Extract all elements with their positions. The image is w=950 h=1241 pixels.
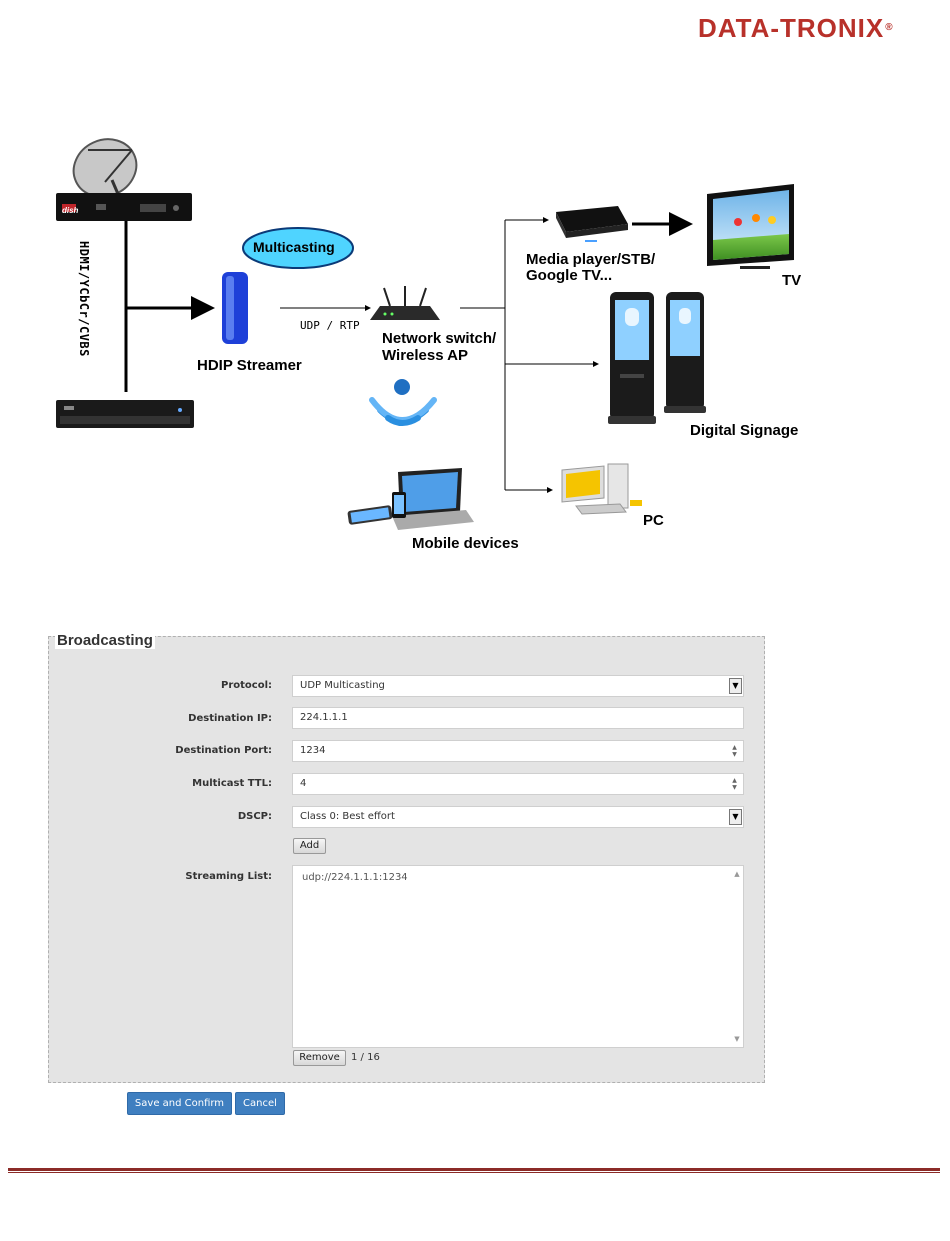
dscp-value: Class 0: Best effort — [300, 811, 395, 822]
mobile-label: Mobile devices — [412, 535, 519, 552]
bluray-player-icon — [56, 400, 194, 428]
ttl-input[interactable] — [292, 773, 744, 795]
protocol-label: Protocol: — [220, 680, 272, 691]
dest-ip-input[interactable]: 224.1.1.1 — [292, 707, 744, 729]
ttl-value: 4 — [300, 778, 307, 789]
dest-port-input[interactable] — [292, 740, 744, 762]
pc-label: PC — [643, 512, 664, 529]
multicasting-label: Multicasting — [253, 239, 335, 255]
dest-port-value: 1234 — [300, 745, 326, 756]
hdip-streamer-icon — [222, 272, 248, 344]
brand-logo: DATA-TRONIX® — [698, 13, 894, 43]
dscp-select[interactable] — [292, 806, 744, 828]
chevron-down-icon[interactable]: ▼ — [729, 678, 742, 694]
protocol-value: UDP Multicasting — [300, 680, 385, 691]
spinner-icon[interactable]: ▲ ▼ — [732, 777, 737, 791]
add-button[interactable]: Add — [293, 838, 326, 854]
media-label-1: Media player/STB/ — [526, 251, 656, 268]
digital-signage-icon — [608, 292, 706, 424]
footer-rule-thin — [8, 1172, 940, 1173]
remove-button[interactable]: Remove — [293, 1050, 346, 1066]
media-label-2: Google TV... — [526, 267, 613, 284]
save-confirm-button[interactable]: Save and Confirm — [127, 1092, 232, 1115]
dest-port-label: Destination Port: — [175, 745, 272, 756]
network-diagram — [0, 120, 950, 560]
media-player-icon — [556, 206, 628, 242]
streaming-list-box[interactable] — [292, 865, 744, 1048]
router-icon — [370, 286, 440, 320]
streamer-label: HDIP Streamer — [197, 357, 302, 374]
chevron-down-icon[interactable]: ▼ — [729, 809, 742, 825]
protocol-select[interactable] — [292, 675, 744, 697]
mobile-devices-icon — [347, 468, 474, 530]
switch-label-1: Network switch/ — [382, 330, 497, 347]
protocol-label: UDP / RTP — [300, 319, 360, 332]
cable-type-label: HDMI/YCbCr/CVBS — [77, 241, 91, 357]
list-item[interactable]: udp://224.1.1.1:1234 — [302, 872, 408, 883]
switch-label-2: Wireless AP — [382, 347, 469, 364]
tv-label: TV — [782, 272, 802, 289]
spinner-icon[interactable]: ▲ ▼ — [732, 744, 737, 758]
signage-label: Digital Signage — [690, 422, 799, 439]
pc-icon — [562, 464, 642, 514]
dest-ip-label: Destination IP: — [188, 713, 272, 724]
list-count: 1 / 16 — [351, 1052, 380, 1063]
dish-brand-label: dish — [62, 206, 79, 215]
dscp-label: DSCP: — [237, 811, 272, 822]
tv-icon — [707, 184, 794, 269]
streaming-list-label: Streaming List: — [185, 871, 272, 882]
wifi-icon — [372, 379, 434, 423]
panel-title: Broadcasting — [57, 632, 153, 649]
cancel-button[interactable]: Cancel — [235, 1092, 285, 1115]
scrollbar[interactable]: ▲ ▼ — [734, 870, 740, 1043]
ttl-label: Multicast TTL: — [192, 778, 272, 789]
footer-rule — [8, 1168, 940, 1171]
